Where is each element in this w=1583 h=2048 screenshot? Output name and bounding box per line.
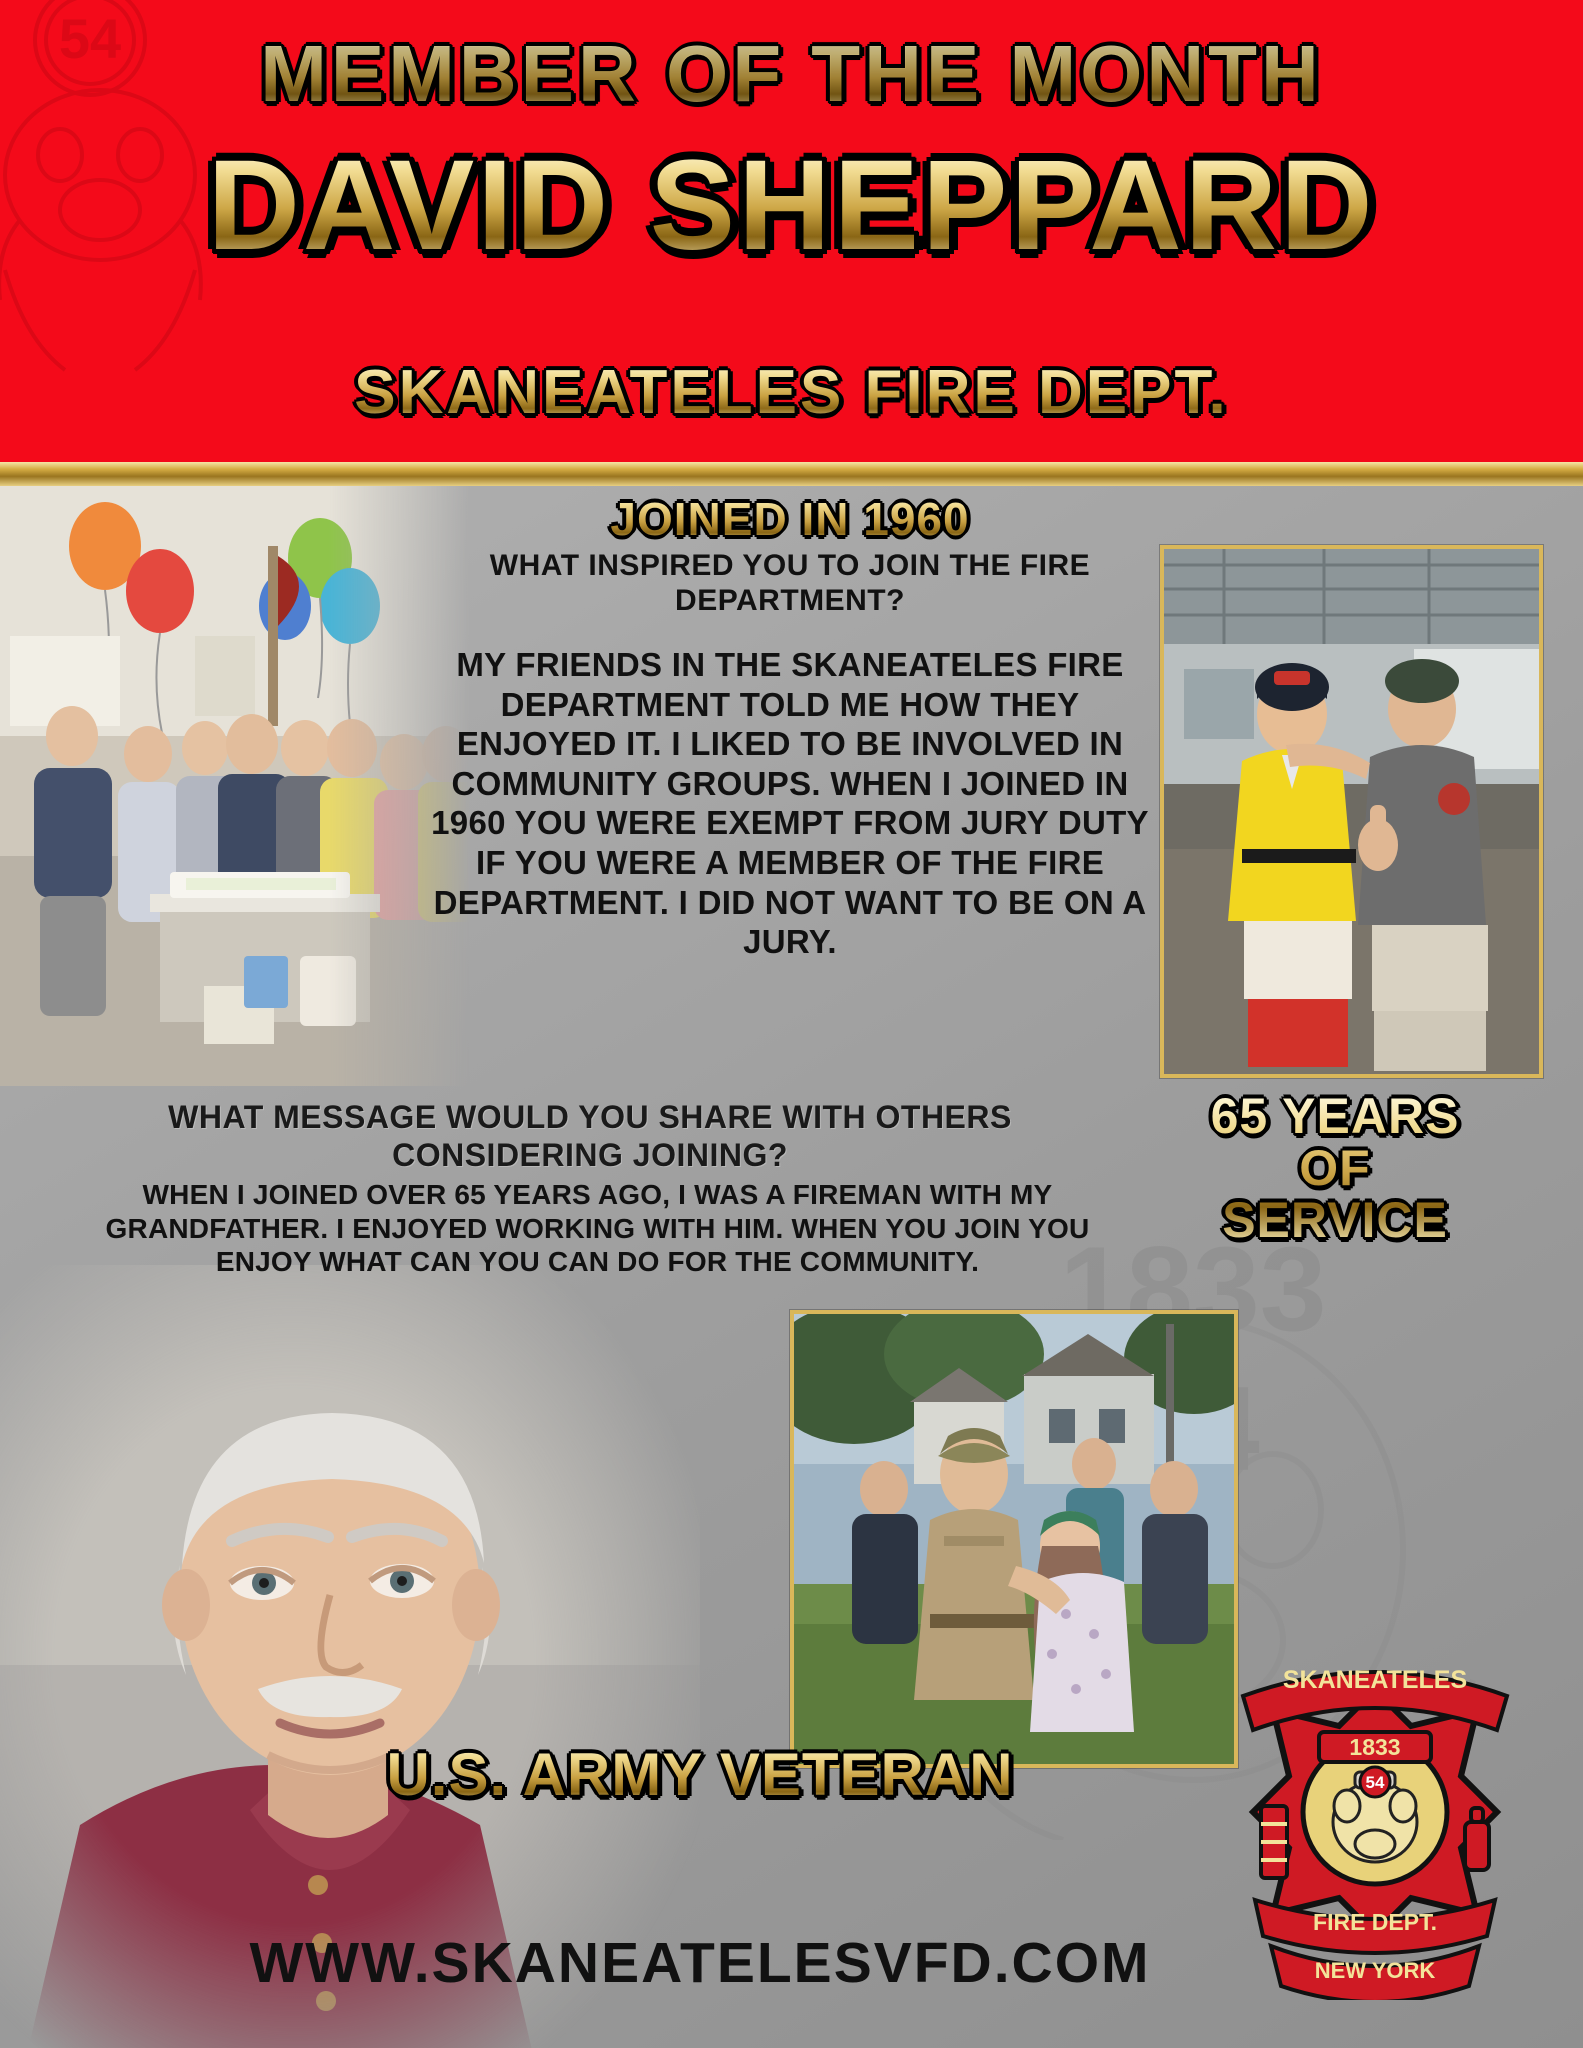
fire-department-badge-icon bbox=[1215, 1600, 1535, 2000]
photo-group-with-cake bbox=[0, 486, 470, 1086]
question-one: WHAT INSPIRED YOU TO JOIN THE FIRE DEPARTMENT? bbox=[489, 549, 1091, 618]
poster-header bbox=[0, 0, 1583, 462]
photo-parade bbox=[790, 1310, 1238, 1768]
badge-mid-banner: FIRE DEPT. bbox=[1313, 1909, 1437, 1935]
gold-divider-bar bbox=[0, 462, 1583, 486]
website-url[interactable]: WWW.SKANEATELESVFD.COM bbox=[249, 1931, 1151, 1995]
member-name-title: DAVID SHEPPARD bbox=[0, 142, 1583, 270]
years-of-service-line-2: OF bbox=[1299, 1140, 1371, 1196]
years-of-service-line-1: 65 YEARS bbox=[1210, 1088, 1460, 1144]
years-of-service-line-3: SERVICE bbox=[1222, 1192, 1448, 1248]
answer-one: MY FRIENDS IN THE SKANEATELES FIRE DEPARTMENT TOLD ME HOW THEY ENJOYED IT. I LIKED TO BE INVOLVED IN COMMUNITY GROUPS. WHEN I JOINED IN 1960 YOU WERE EXEMPT FROM JURY DUTY IF YOU WERE A MEMBER OF THE FIRE DEPARTMENT. I DID NOT WANT TO BE ON A JURY. bbox=[431, 646, 1149, 961]
poster-eyebrow-title: MEMBER OF THE MONTH bbox=[0, 34, 1583, 114]
joined-year-heading: JOINED IN 1960 bbox=[440, 492, 1140, 546]
badge-top-banner: SKANEATELES bbox=[1282, 1666, 1468, 1694]
photo-two-men bbox=[1160, 545, 1543, 1078]
years-of-service-block bbox=[1135, 1090, 1535, 1246]
badge-company-number: 54 bbox=[1365, 1773, 1385, 1792]
department-subtitle: SKANEATELES FIRE DEPT. bbox=[0, 362, 1583, 424]
veteran-label: U.S. ARMY VETERAN bbox=[250, 1740, 1150, 1809]
watermark-crest-year: 1833 bbox=[1059, 1222, 1327, 1356]
answer-two: WHEN I JOINED OVER 65 YEARS AGO, I WAS A FIREMAN WITH MY GRANDFATHER. I ENJOYED WORKING WITH HIM. WHEN YOU JOIN YOU ENJOY WHAT CAN YOU CAN DO FOR THE COMMUNITY. bbox=[105, 1179, 1090, 1278]
question-two: WHAT MESSAGE WOULD YOU SHARE WITH OTHERS CONSIDERING JOINING? bbox=[168, 1099, 1012, 1174]
badge-bottom-banner: NEW YORK bbox=[1314, 1958, 1436, 1983]
badge-year: 1833 bbox=[1349, 1734, 1401, 1760]
